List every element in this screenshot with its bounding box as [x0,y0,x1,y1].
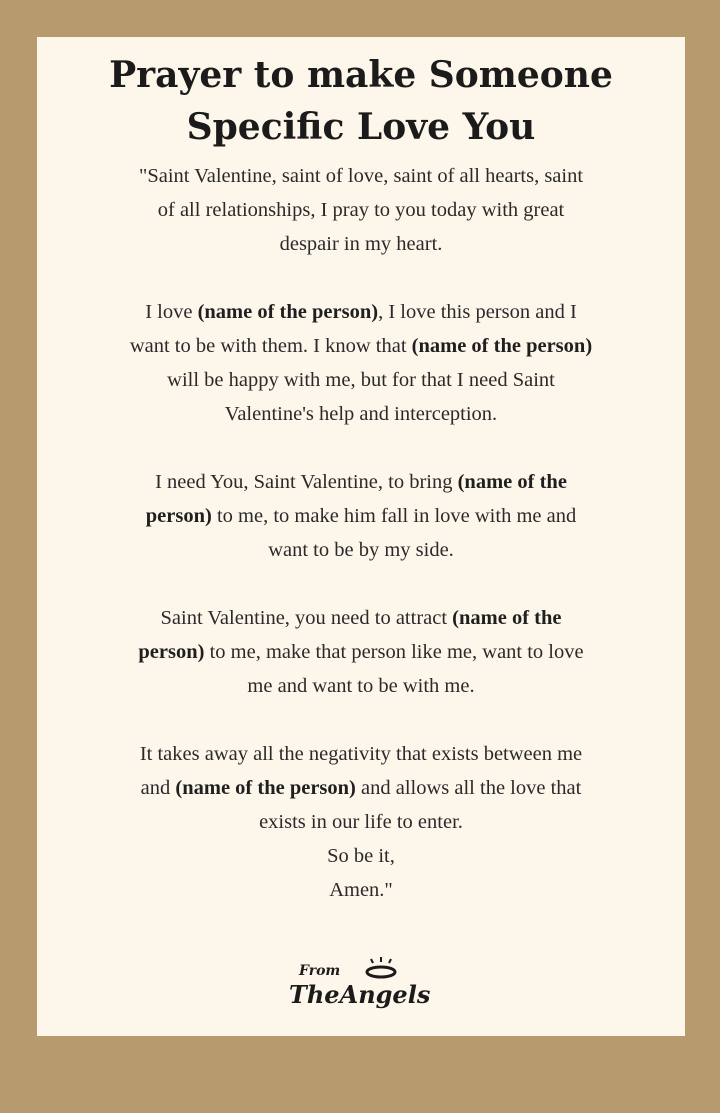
text-run: I need You, Saint Valentine, to bring [155,471,458,493]
text-line: want to be by my side. [268,539,454,561]
title-line-2: Specific Love You [186,106,536,148]
text-line [55,499,667,533]
text-run: to me, make that person like me, want to love [204,641,584,663]
text-line [55,465,667,499]
from-the-angels-logo [37,955,685,1015]
text-line [55,601,667,635]
text-line: "Saint Valentine, saint of love, saint of all hearts, saint [138,165,584,187]
name-placeholder: person) [138,641,205,663]
text-run: to me, to make him fall in love with me and [211,505,577,527]
text-line: me and want to be with me. [247,675,475,697]
logo-graphic [281,955,441,1015]
text-line: will be happy with me, but for that I need Saint [167,369,555,391]
text-line [55,295,667,329]
text-line: of all relationships, I pray to you today with great [157,199,565,221]
name-placeholder: person) [145,505,212,527]
prayer-paragraph-2 [55,295,667,431]
text-run: want to be with them. I know that [129,335,412,357]
page-title [55,49,667,153]
title-line-1: Prayer to make Someone [109,54,613,96]
text-run: , I love this person and I [378,301,577,323]
text-line: Valentine's help and interception. [224,403,498,425]
logo-small-text: From [299,963,341,979]
name-placeholder: (name of the person) [175,777,356,799]
text-run: and allows all the love that [355,777,582,799]
name-placeholder: (name of the person) [197,301,379,323]
prayer-paragraph-3 [55,465,667,567]
text-run: I love [145,301,198,323]
name-placeholder: (name of the person) [411,335,593,357]
prayer-paragraph-4 [55,601,667,703]
prayer-card [37,37,685,1036]
text-run: Saint Valentine, you need to attract [160,607,453,629]
text-run: and [140,777,176,799]
text-line: It takes away all the negativity that exists between me [139,743,583,765]
text-line: despair in my heart. [279,233,443,255]
prayer-paragraph-1 [55,159,667,261]
name-placeholder: (name of the [452,607,562,629]
text-line: So be it, [327,845,395,867]
text-line: exists in our life to enter. [259,811,463,833]
prayer-paragraph-5 [55,737,667,907]
text-line [55,635,667,669]
text-line [55,771,667,805]
text-line [55,329,667,363]
prayer-body [55,159,667,907]
logo-main-text: TheAngels [289,980,431,1009]
name-placeholder: (name of the [457,471,567,493]
text-line: Amen." [329,879,393,901]
halo-icon [367,957,395,977]
